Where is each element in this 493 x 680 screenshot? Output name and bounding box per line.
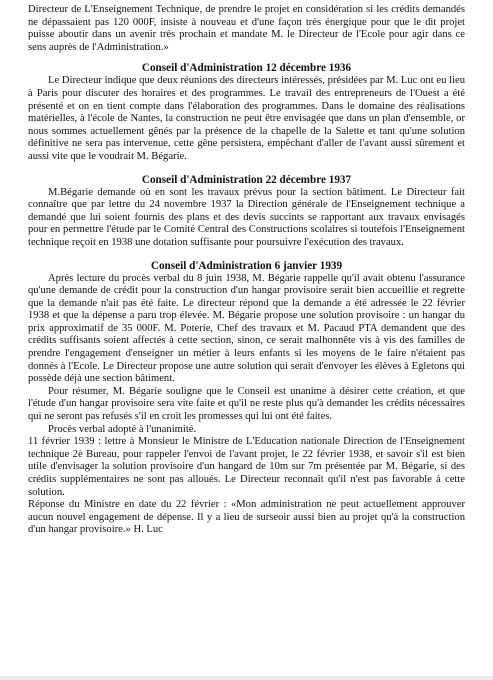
section-title-1937: Conseil d'Administration 22 décembre 1937 <box>141 173 352 186</box>
section-1939-adoption: Procès verbal adopté à l'unanimité. <box>48 423 197 435</box>
section-title-1936: Conseil d'Administration 12 décembre 1936 <box>141 62 352 75</box>
section-1939-paragraph-1: Après lecture du procès verbal du 8 juin 1938, M. Bégarie rappelle qu'il avait obtenu l'assurance qu'une demande de crédit pour la construction d'un hangar provisoire serait bien accueillie et regrette que la demande n'ait pas été faite. Le directeur répond que la demande a été adressée le 22 février 1938 et que la dépense a paru trop élevée. M. Bégarie propose une solution provisoire : un hangar du prix approximatif de 35 000F. M. Poterie, Chef des travaux et M. Pacaud PTA demandent que des crédits suffisants soient affectés à cette section, sinon, ce serait malhonnête vis à vis des familles de prendre l'engagement d'enseigner un métier à leurs enfants si les moyens de le faire n'étaient pas donnés à l'Ecole. Le Directeur propose une autre solution qui serait d'envoyer les élèves à Egletons qui possède déjà une section bâtiment. <box>28 272 465 385</box>
intro-paragraph: Directeur de L'Enseignement Technique, de prendre le projet en considération si les crédits demandés ne dépassaient pas 120 000F, insiste à nouveau et d'une façon très énergique pour que le dit projet puisse aboutir dans un avenir très prochain et mandate M. le Directeur de l'Ecole pour agir dans ce sens auprès de l'Administration.» <box>28 4 465 53</box>
section-title-1939: Conseil d'Administration 6 janvier 1939 <box>150 259 343 272</box>
section-1939-minister-reply: Réponse du Ministre en date du 22 février : «Mon administration ne peut actuellement approuver aucun nouvel engagement de dépense. Il y a lieu de surseoir aussi bien au projet qu'à la construction d'un hangar provisoire.» H. Luc <box>28 499 465 536</box>
section-1939-letter: 11 février 1939 : lettre à Monsieur le Ministre de L'Education nationale Direction de l'Enseignement technique 2è Bureau, pour rappeler l'envoi de l'avant projet, le 22 février 1938, et savoir s'il est bien utile d'envisager la solution provisoire d'un hangard de 10m sur 7m présentée par M. Bégarie, si des crédits supplémentaires ne sont pas alloués. Le Directeur reconnaît qu'il n'est pas favorable à cette solution. <box>28 436 465 498</box>
section-1937-paragraph: M.Bégarie demande où en sont les travaux prévus pour la section bâtiment. Le Directeur fait connaître que par lettre du 24 novembre 1937 la Direction générale de l'Enseignement technique a demandé que lui soient fournis des plans et des devis succints se rapportant aux travaux envisagés pour en permettre l'étude par le Comité Central des Constructions scolaires si toutefois l'Enseignement technique reçoit en 1938 une dotation suffisante pour poursuivre l'exécution des travaux. <box>28 186 465 248</box>
section-1939-paragraph-2: Pour résumer, M. Bégarie souligne que le Conseil est unanime à désirer cette création, et que l'étude d'un hangar provisoire sera vite faite et qu'il ne reste plus qu'à demander les crédits nécessaires qui ne seront pas refusés s'il en croit les promesses qui lui ont été faites. <box>28 385 465 423</box>
section-1936-paragraph: Le Directeur indique que deux réunions des directeurs intéressés, présidées par M. Luc ont eu lieu à Paris pour discuter des horaires et des programmes. Le travail des entrepreneurs de l'Ouest a été présenté et on en tient compte dans l'élaboration des programmes. Dans le domaine des réalisations matérielles, à l'école de Nantes, la construction ne peut être envisagée que dans un plan d'ensemble, or nous sommes actuellement gênés par la présence de la chapelle de la Salette et tant qu'une solution définitive ne sera pas intervenue, cette gêne persistera, empêchant d'aller de l'avant aussi sûrement et aussi vite que le voudrait M. Bégarie. <box>28 75 465 162</box>
scan-bottom-edge <box>0 676 493 680</box>
